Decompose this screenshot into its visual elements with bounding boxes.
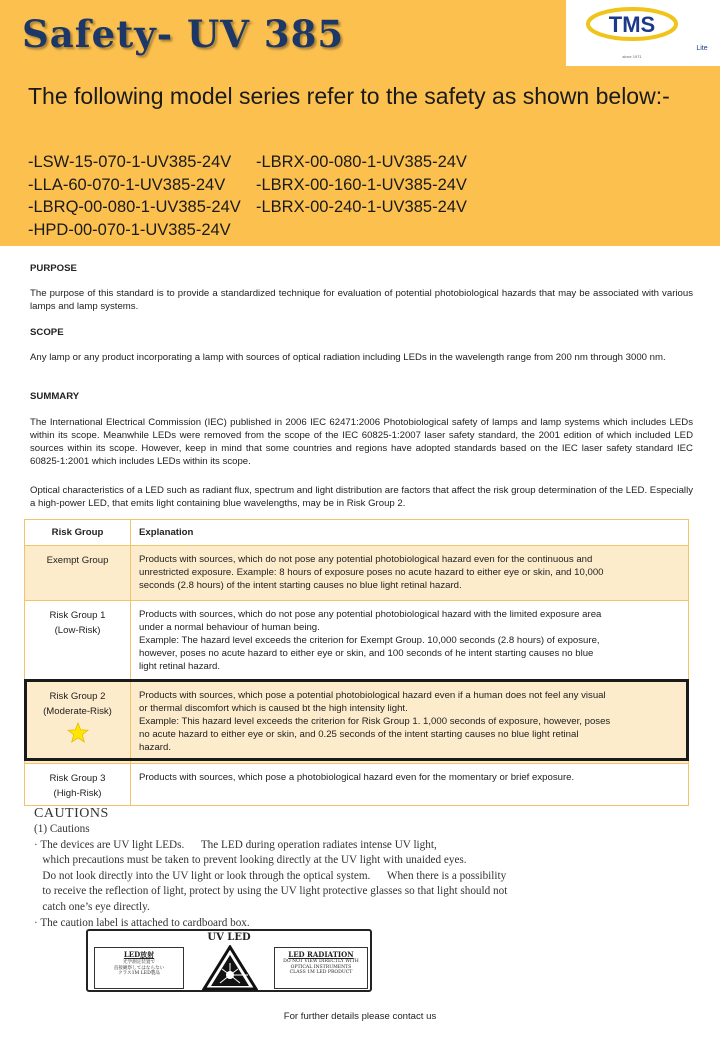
explanation-line: Products with sources, which pose a photobiological hazard even for the momentary or brief exposure. xyxy=(139,772,575,783)
model-item: -LBRQ-00-080-1-UV385-24V xyxy=(28,198,241,216)
model-item: -LSW-15-070-1-UV385-24V xyxy=(28,153,232,171)
model-item: -LBRX-00-080-1-UV385-24V xyxy=(256,153,467,171)
caution-line: Do not look directly into the UV light or look through the optical system. When there is a possibility xyxy=(34,869,507,882)
intro-text: The following model series refer to the safety as shown below:- xyxy=(28,83,670,109)
model-list xyxy=(28,151,496,241)
purpose-section xyxy=(30,262,693,275)
summary-section xyxy=(30,390,693,403)
table-row xyxy=(25,764,689,806)
label-right-line: OPTICAL INSTRUMENTS xyxy=(290,964,352,970)
caution-line: catch one’s eye directly. xyxy=(34,900,150,913)
explanation-line: seconds (2.8 hours) of the intent starting causes no blue light retinal hazard. xyxy=(139,580,462,591)
risk-group-cell xyxy=(25,546,131,601)
risk-group-name: Risk Group 3 xyxy=(49,773,106,784)
label-right-line: CLASS 1M LED PRODUCT xyxy=(289,970,353,976)
table-row xyxy=(25,546,689,601)
label-right-line: DO NOT VIEW DIRECTLY WITH xyxy=(283,959,359,964)
summary-text-2: Optical characteristics of a LED such as radiant flux, spectrum and light distribution are factors that affect the risk group determination of the LED. Especially a high-power LED, that emits light containing blue wavelengths, may be in Risk Group 2. xyxy=(30,485,693,509)
scope-text: Any lamp or any product incorporating a lamp with sources of optical radiation including LEDs in the wavelength range from 200 nm through 3000 nm. xyxy=(30,352,666,363)
risk-group-level: (Moderate-Risk) xyxy=(43,706,112,717)
explanation-line: light retinal hazard. xyxy=(139,661,221,672)
explanation-cell xyxy=(131,601,689,682)
label-left-line: 光学測定装置で xyxy=(122,960,156,965)
explanation-line: unrestricted exposure. Example: 8 hours of exposure poses no acute hazard to either eye or skin, and 10,000 xyxy=(139,567,604,578)
header-band xyxy=(0,0,720,246)
risk-group-level: (Low-Risk) xyxy=(54,625,101,636)
label-right-heading: LED RADIATION xyxy=(288,950,354,959)
explanation-cell xyxy=(131,764,689,806)
logo-caption: since 1971 xyxy=(622,54,642,59)
caution-line: · The devices are UV light LEDs. The LED during operation radiates intense UV light, xyxy=(34,838,437,851)
table-row-highlighted xyxy=(25,682,689,764)
model-item: -LBRX-00-240-1-UV385-24V xyxy=(256,198,467,216)
risk-group-name: Exempt Group xyxy=(46,555,109,566)
risk-group-name: Risk Group 1 xyxy=(49,610,106,621)
cautions-section xyxy=(34,806,507,931)
purpose-text: The purpose of this standard is to provide a standardized technique for evaluation of potential photobiological hazards that may be associated with various lamps and lamp systems. xyxy=(30,288,693,312)
label-left-heading: LED放射 xyxy=(123,950,155,959)
cautions-subtitle: (1) Cautions xyxy=(34,823,90,835)
explanation-line: however, poses no acute hazard to either eye or skin, and 100 seconds of he intent starting causes no blue xyxy=(139,648,594,659)
table-header-row xyxy=(25,520,689,546)
logo-subtext: Lite xyxy=(696,45,708,52)
explanation-cell xyxy=(131,546,689,601)
page-title: Safety- UV 385 xyxy=(22,12,345,56)
explanation-line: Products with sources, which pose a potential photobiological hazard even if a human does not feel any visual xyxy=(139,690,606,701)
summary-text-1: The International Electrical Commission (IEC) published in 2006 IEC 62471:2006 Photobiological safety of lamps and lamp systems which includes LEDs within its scope. Meanwhile LEDs were removed from the scope of the IEC 60825-1:2007 laser safety standard, the 2001 edition of which included LED sources within its scope. However, keep in mind that some countries and regions have adopted standards based on the IEC laser safety standard IEC 60825-1:2001 which includes LEDs within its scope. xyxy=(30,417,693,467)
explanation-cell xyxy=(131,682,689,764)
explanation-line: under a normal behaviour of human being. xyxy=(139,622,320,633)
caution-line: which precautions must be taken to prevent looking directly at the UV light with unaided eyes. xyxy=(34,854,467,867)
label-left-line: 直接観察してはならない xyxy=(113,965,165,971)
explanation-line: hazard. xyxy=(139,742,171,753)
cautions-title: CAUTIONS xyxy=(34,806,109,821)
summary-heading: SUMMARY xyxy=(30,391,80,402)
caution-line: to receive the reflection of light, protect by using the UV light protective glasses so that light should not xyxy=(34,885,508,898)
risk-group-cell xyxy=(25,764,131,806)
risk-group-cell xyxy=(25,682,131,764)
star-icon xyxy=(67,722,89,744)
caution-line: · The caution label is attached to cardboard box. xyxy=(34,916,250,929)
col-explanation: Explanation xyxy=(131,520,689,546)
label-japanese xyxy=(94,947,184,989)
model-item: -LBRX-00-160-1-UV385-24V xyxy=(256,175,467,194)
risk-group-name: Risk Group 2 xyxy=(49,691,106,702)
caution-label xyxy=(86,929,372,992)
scope-section xyxy=(30,326,693,339)
explanation-line: Example: The hazard level exceeds the criterion for Exempt Group. 10,000 seconds (2.8 hours) of exposure, xyxy=(139,635,600,646)
model-item: -LLA-60-070-1-UV385-24V xyxy=(28,175,226,194)
explanation-line: Products with sources, which do not pose any potential photobiological hazard with the limited exposure area xyxy=(139,609,602,620)
risk-group-level: (High-Risk) xyxy=(53,788,102,799)
logo-text: TMS xyxy=(608,12,656,37)
scope-heading: SCOPE xyxy=(30,327,64,338)
risk-group-table xyxy=(24,519,689,806)
col-risk-group: Risk Group xyxy=(25,520,131,546)
risk-group-cell xyxy=(25,601,131,682)
explanation-line: no acute hazard to either eye or skin, and 0.25 seconds of the intent starting causes no blue light retinal xyxy=(139,729,579,740)
label-english xyxy=(274,947,368,989)
label-title: UV LED xyxy=(207,932,251,943)
purpose-heading: PURPOSE xyxy=(30,263,77,274)
label-left-line: クラス1M LED製品 xyxy=(117,971,160,977)
explanation-line: or thermal discomfort which is caused bt the high intensity light. xyxy=(139,703,408,714)
laser-warning-icon xyxy=(202,945,258,991)
explanation-line: Products with sources, which do not pose any potential photobiological hazard even for the continuous and xyxy=(139,554,593,565)
explanation-line: Example: This hazard level exceeds the criterion for Risk Group 1. 1,000 seconds of exposure, however, poses xyxy=(139,716,611,727)
model-item: -HPD-00-070-1-UV385-24V xyxy=(28,220,231,239)
company-logo xyxy=(566,0,720,66)
table-row xyxy=(25,601,689,682)
footer-contact: For further details please contact us xyxy=(283,1011,437,1022)
